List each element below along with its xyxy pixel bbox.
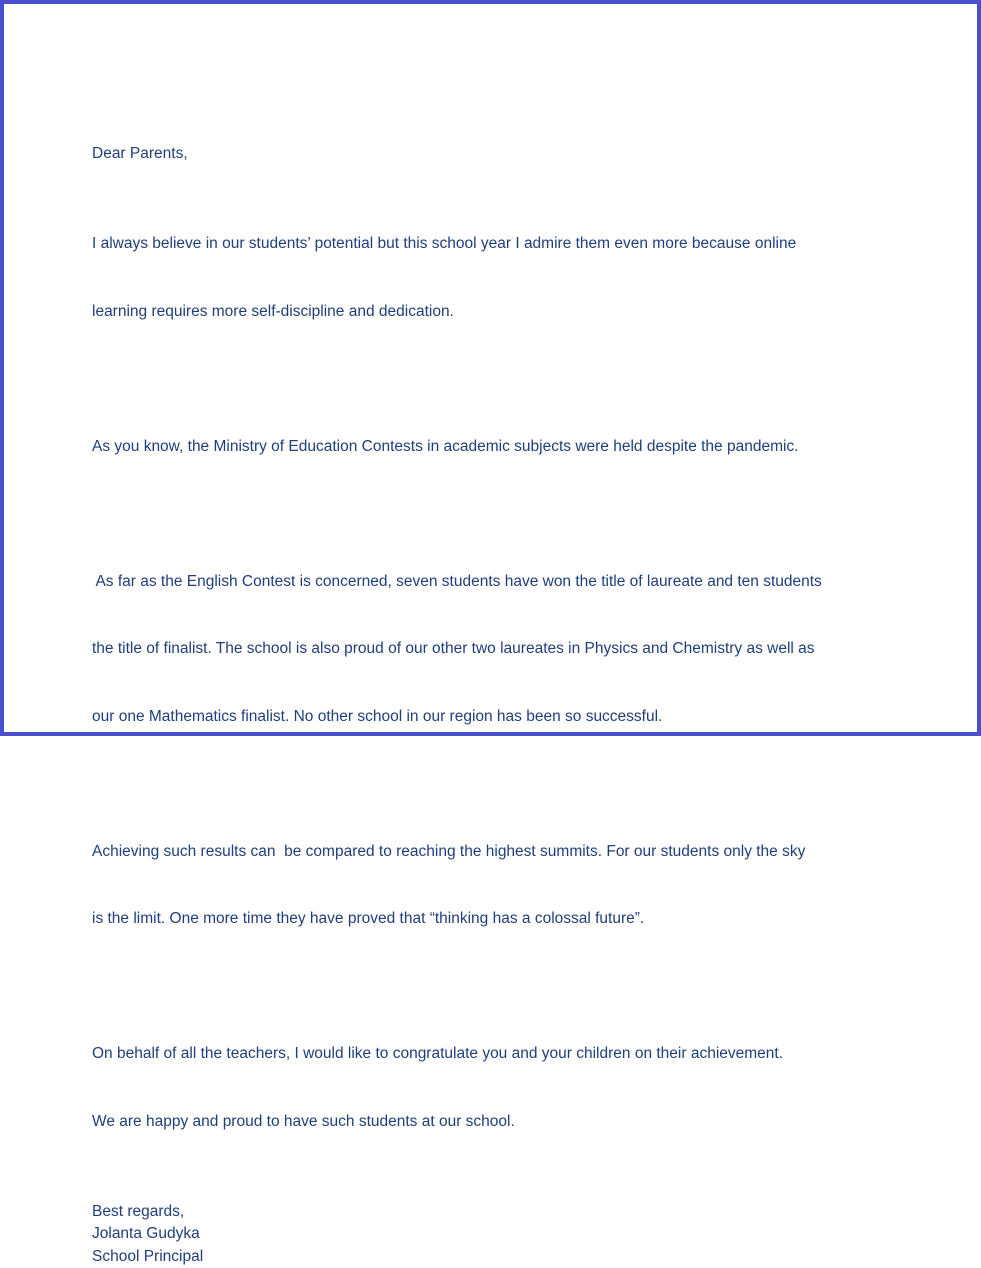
paragraph-line: our one Mathematics finalist. No other school in our region has been so successful. bbox=[92, 706, 892, 729]
letter-greeting: Dear Parents, bbox=[92, 143, 892, 166]
paragraph-line: is the limit. One more time they have proved that “thinking has a colossal future”. bbox=[92, 908, 892, 931]
paragraph-line: Achieving such results can be compared to reaching the highest summits. For our students only the sky bbox=[92, 841, 892, 864]
paragraph-line: As far as the English Contest is concerned, seven students have won the title of laureate and ten students bbox=[92, 571, 892, 594]
signature-title: School Principal bbox=[92, 1246, 892, 1268]
signature-name: Jolanta Gudyka bbox=[92, 1223, 892, 1246]
letter-paragraph bbox=[92, 188, 892, 368]
paragraph-line: learning requires more self-discipline and dedication. bbox=[92, 301, 892, 324]
paragraph-line: I always believe in our students’ potential but this school year I admire them even more because online bbox=[92, 233, 892, 256]
letter-paragraph bbox=[92, 998, 892, 1178]
letter-signoff bbox=[92, 1201, 892, 1268]
paragraph-line: On behalf of all the teachers, I would like to congratulate you and your children on their achievement. bbox=[92, 1043, 892, 1066]
paragraph-line: We are happy and proud to have such students at our school. bbox=[92, 1111, 892, 1134]
letter-body bbox=[92, 143, 892, 1268]
paragraph-line: As you know, the Ministry of Education Contests in academic subjects were held despite the pandemic. bbox=[92, 436, 892, 459]
letter-paragraph bbox=[92, 391, 892, 504]
paragraph-line: the title of finalist. The school is also proud of our other two laureates in Physics and Chemistry as well as bbox=[92, 638, 892, 661]
letter-paragraph bbox=[92, 796, 892, 976]
letter-closing: Best regards, bbox=[92, 1201, 892, 1224]
